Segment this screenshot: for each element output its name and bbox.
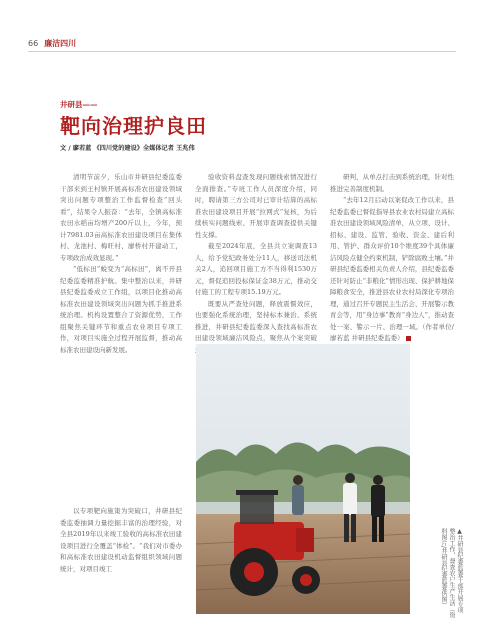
column-1-continued xyxy=(60,506,182,575)
article-title: 靶向治理护良田 xyxy=(60,114,207,138)
article-photo xyxy=(196,344,410,614)
end-of-article-mark xyxy=(406,336,411,341)
article-kicker: 井研县—— xyxy=(60,100,98,109)
page-number: 66 xyxy=(28,39,39,48)
page-header xyxy=(28,38,76,49)
paragraph: 截至2024年底，全县共立案调查13人，给予党纪政务处分11人，移送司法机关2人，追回项目施工方不当得利1530万元，督促追回投标保证金38万元，推动交付施工的工程专项15.19万元。 xyxy=(195,242,317,296)
paragraph: 清明节前夕，乐山市井研县纪委监委干部来到王村镇开展高标准农田建设领域突出问题专项整治工作监督检查“回头看”，结果令人振奋：“去年，全镇高标准农田水稻亩均增产200斤以上，今年，预计7981.03亩高标准农田建设项目在集体村、龙池村、梅旺村、廖桥村开建动工，专项政治成效显现。” xyxy=(60,173,182,262)
column-1 xyxy=(60,172,182,502)
photo-caption: ▲井研县纪委监委干部开展专项整治工作，督查农户生产生活（资料图片/井研县纪委监委供图） xyxy=(440,528,463,618)
photo-illustration xyxy=(196,344,410,614)
paragraph xyxy=(330,195,454,345)
header-divider xyxy=(28,51,456,52)
paragraph: 既要从严查处问题，释放震慑效应，也要强化系统治理，坚持标本兼治、系统推进，井研县纪委监委深入查找高标准农田建设领域廉洁风险点，聚焦从个案突破 xyxy=(195,299,317,342)
paragraph-text: “去年12月启动以案促改工作以来，县纪委监委已督促指导县农业农村局建立高标准农田建设领域风险清单，从立项、设计、招标、建设、监管、验收、资金、建后利用、管护、群众评价10个维度39个具体廉洁风险点健全约束机制，铲除腐败土壤。”井研县纪委监委相关负责人介绍，县纪委监委还针对防止“非粮化”情形出现、保护耕地保障粮食安全，推进县农业农村局深化专项治理，通过召开专题民主生活会、开展警示教育会等，用“身边事”教育“身边人”，推动查处一案、警示一片、治理一域。（作者单位/廖若蓝 井研县纪委监委） xyxy=(330,196,454,342)
column-2 xyxy=(195,172,317,342)
paragraph: 以专项靶向施策为突破口，井研县纪委监委抽调力量挖掘丰富的治理经验，对全县2019年以来竣工验收的高标准农田建设项目进行全覆盖“体检”。“我们对市委办和高标准农田建设机动监督组织领域问题统计，对项目竣工 xyxy=(60,507,182,573)
article-byline: 文 / 廖若蓝 《四川党的建设》全媒体记者 王兆伟 xyxy=(60,145,195,152)
paragraph: “低标田”蜕变为“高标田”，离不开县纪委监委精准护航。集中整治以来，井研县纪委监委成立工作组，以项目化推动高标准农田建设领域突出问题为抓手推进系统治理。机构设置整合了资源优势，工作组聚焦关键环节和重点农业项目专项工作，对项目实施全过程开展监督，推动高标准农田建设向新发展。 xyxy=(60,265,182,354)
paragraph: 验收资料盘查发现问题线索情况进行全面排查。”专班工作人员深度介绍，同时，聘请第三方公司对已审计结算的高标准农田建设项目开展“拉网式”复核，为后续核实问题线索、开展审查调查提供关键性支撑。 xyxy=(195,173,317,239)
paragraph: 研判，从单点打击到系统治理，针对性推进完善制度机制。 xyxy=(330,173,454,193)
magazine-name: 廉洁四川 xyxy=(44,39,77,48)
